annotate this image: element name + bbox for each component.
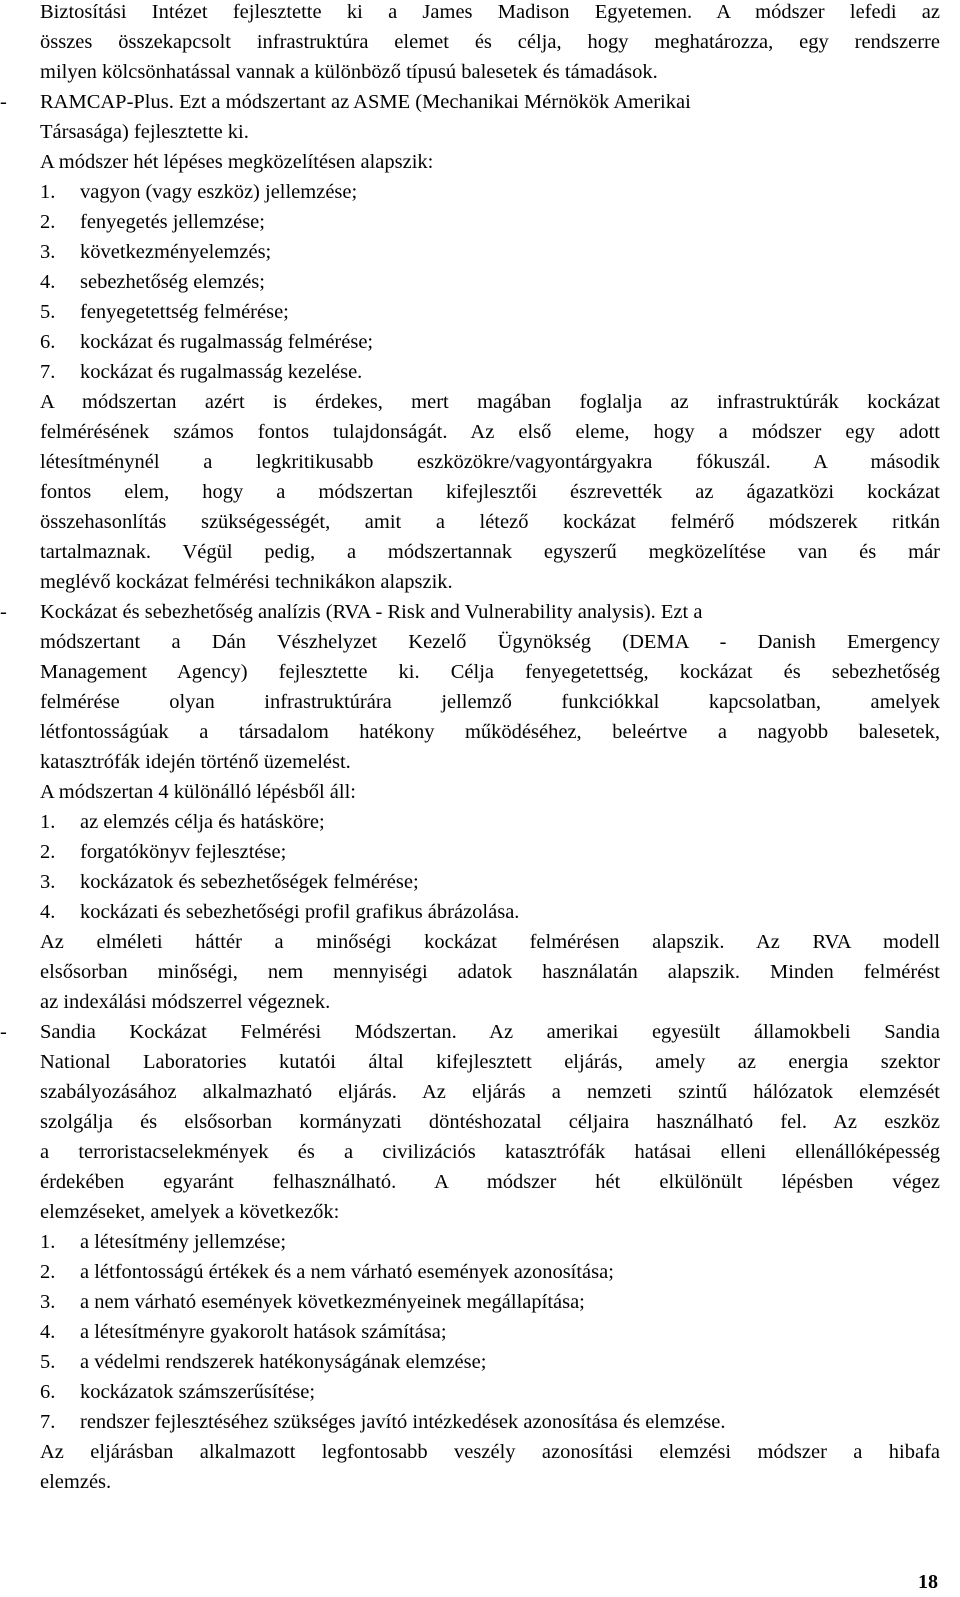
list-item bbox=[40, 867, 940, 897]
text-line: Kockázat és sebezhetőség analízis (RVA - Risk and Vulnerability analysis). Ezt a bbox=[40, 601, 703, 623]
text-line: tartalmaznak. Végül pedig, a módszertannak egyszerű megközelítése van és már bbox=[40, 541, 940, 563]
text-line: fenyegetettség felmérése; bbox=[80, 301, 289, 323]
list-number: 4. bbox=[40, 271, 56, 293]
list-number: 3. bbox=[40, 871, 56, 893]
list-number: 1. bbox=[40, 1231, 56, 1253]
list-number: 6. bbox=[40, 331, 56, 353]
list-number: 2. bbox=[40, 841, 56, 863]
text-line: kockázatok számszerűsítése; bbox=[80, 1381, 316, 1403]
text-line: Management Agency) fejlesztette ki. Célja fenyegetettség, kockázat és sebezhetőség bbox=[40, 661, 940, 683]
bullet-item-ramcap bbox=[0, 87, 940, 117]
text-line: fontos elem, hogy a módszertan kifejlesztői észrevették az ágazatközi kockázat bbox=[40, 481, 940, 503]
text-line: felmérésének számos fontos tulajdonságát. Az első eleme, hogy a módszer egy adott bbox=[40, 421, 940, 443]
text-line: elsősorban minőségi, nem mennyiségi adatok használatán alapszik. Minden felmérést bbox=[40, 961, 940, 983]
text-line: a létesítményre gyakorolt hatások számítása; bbox=[80, 1321, 447, 1343]
dash-marker: - bbox=[0, 1021, 7, 1043]
list-item bbox=[40, 897, 940, 927]
text-line: létfontosságúak a társadalom hatékony működéséhez, beleértve a nagyobb balesetek, bbox=[40, 721, 940, 743]
dash-marker: - bbox=[0, 601, 7, 623]
text-line: Biztosítási Intézet fejlesztette ki a James Madison Egyetemen. A módszer lefedi az bbox=[40, 1, 940, 23]
text-line: elemzés. bbox=[40, 1471, 112, 1493]
list-item bbox=[40, 1347, 940, 1377]
text-line: kockázat és rugalmasság kezelése. bbox=[80, 361, 363, 383]
text-line: a nem várható események következményeinek megállapítása; bbox=[80, 1291, 585, 1313]
list-item bbox=[40, 1287, 940, 1317]
text-line: a terroristacselekmények és a civilizációs katasztrófák hatásai elleni ellenállóképesség bbox=[40, 1141, 940, 1163]
list-item bbox=[40, 357, 940, 387]
list-number: 1. bbox=[40, 811, 56, 833]
text-line: az indexálási módszerrel végeznek. bbox=[40, 991, 331, 1013]
text-line: katasztrófák idején történő üzemelést. bbox=[40, 751, 351, 773]
text-line: összes összekapcsolt infrastruktúra elemet és célja, hogy meghatározza, egy rendszerre bbox=[40, 31, 940, 53]
list-number: 3. bbox=[40, 1291, 56, 1313]
list-number: 2. bbox=[40, 1261, 56, 1283]
bullet-item-rva bbox=[0, 597, 940, 627]
list-item bbox=[40, 297, 940, 327]
text-line: következményelemzés; bbox=[80, 241, 272, 263]
text-line: felmérése olyan infrastruktúrára jellemző funkciókkal kapcsolatban, amelyek bbox=[40, 691, 940, 713]
text-line: milyen kölcsönhatással vannak a különböző típusú balesetek és támadások. bbox=[40, 61, 658, 83]
text-line: meglévő kockázat felmérési technikákon alapszik. bbox=[40, 571, 453, 593]
list-item bbox=[40, 207, 940, 237]
text-line: kockázatok és sebezhetőségek felmérése; bbox=[80, 871, 419, 893]
list-number: 7. bbox=[40, 361, 56, 383]
list-number: 5. bbox=[40, 1351, 56, 1373]
text-line: Az elméleti háttér a minőségi kockázat felmérésen alapszik. Az RVA modell bbox=[40, 931, 940, 953]
text-line: a védelmi rendszerek hatékonyságának elemzése; bbox=[80, 1351, 487, 1373]
list-number: 4. bbox=[40, 1321, 56, 1343]
text-line: szolgálja és elsősorban kormányzati döntéshozatal céljaira használható fel. Az eszköz bbox=[40, 1111, 940, 1133]
list-number: 2. bbox=[40, 211, 56, 233]
text-line: összehasonlítás szükségességét, amit a létező kockázat felmérő módszerek ritkán bbox=[40, 511, 940, 533]
text-line: a létfontosságú értékek és a nem várható események azonosítása; bbox=[80, 1261, 614, 1283]
text-line: kockázati és sebezhetőségi profil grafikus ábrázolása. bbox=[80, 901, 520, 923]
list-item bbox=[40, 1317, 940, 1347]
page-number: 18 bbox=[918, 1571, 938, 1593]
list-number: 5. bbox=[40, 301, 56, 323]
list-number: 7. bbox=[40, 1411, 56, 1433]
text-line: szabályozásához alkalmazható eljárás. Az eljárás a nemzeti szintű hálózatok elemzését bbox=[40, 1081, 940, 1103]
text-line: A módszertan azért is érdekes, mert magában foglalja az infrastruktúrák kockázat bbox=[40, 391, 940, 413]
text-line: a létesítmény jellemzése; bbox=[80, 1231, 287, 1253]
text-line: rendszer fejlesztéséhez szükséges javító intézkedések azonosítása és elemzése. bbox=[80, 1411, 726, 1433]
text-line: érdekében egyaránt felhasználható. A módszer hét elkülönült lépésben végez bbox=[40, 1171, 940, 1193]
text-line: létesítménynél a legkritikusabb eszközökre/vagyontárgyakra fókuszál. A második bbox=[40, 451, 940, 473]
list-item bbox=[40, 1407, 940, 1437]
text-line: elemzéseket, amelyek a következők: bbox=[40, 1201, 340, 1223]
list-item bbox=[40, 327, 940, 357]
list-number: 1. bbox=[40, 181, 56, 203]
list-item bbox=[40, 1377, 940, 1407]
text-line: National Laboratories kutatói által kifejlesztett eljárás, amely az energia szektor bbox=[40, 1051, 940, 1073]
list-item bbox=[40, 1227, 940, 1257]
list-item bbox=[40, 177, 940, 207]
list-item bbox=[40, 237, 940, 267]
text-line: fenyegetés jellemzése; bbox=[80, 211, 265, 233]
text-line: RAMCAP-Plus. Ezt a módszertant az ASME (Mechanikai Mérnökök Amerikai bbox=[40, 91, 691, 113]
text-line: vagyon (vagy eszköz) jellemzése; bbox=[80, 181, 358, 203]
dash-marker: - bbox=[0, 91, 7, 113]
text-line: Társasága) fejlesztette ki. bbox=[40, 121, 249, 143]
text-line: A módszertan 4 különálló lépésből áll: bbox=[40, 781, 356, 803]
list-item bbox=[40, 267, 940, 297]
list-number: 6. bbox=[40, 1381, 56, 1403]
text-line: módszertant a Dán Vészhelyzet Kezelő Ügynökség (DEMA - Danish Emergency bbox=[40, 631, 940, 653]
text-line: sebezhetőség elemzés; bbox=[80, 271, 265, 293]
list-number: 3. bbox=[40, 241, 56, 263]
text-line: az elemzés célja és hatásköre; bbox=[80, 811, 325, 833]
text-line: A módszer hét lépéses megközelítésen alapszik: bbox=[40, 151, 434, 173]
list-item bbox=[40, 837, 940, 867]
bullet-item-sandia bbox=[0, 1017, 940, 1047]
text-line: kockázat és rugalmasság felmérése; bbox=[80, 331, 374, 353]
list-number: 4. bbox=[40, 901, 56, 923]
list-item bbox=[40, 807, 940, 837]
text-line: forgatókönyv fejlesztése; bbox=[80, 841, 287, 863]
list-item bbox=[40, 1257, 940, 1287]
text-line: Az eljárásban alkalmazott legfontosabb veszély azonosítási elemzési módszer a hibafa bbox=[40, 1441, 940, 1463]
text-line: Sandia Kockázat Felmérési Módszertan. Az amerikai egyesült államokbeli Sandia bbox=[40, 1021, 940, 1043]
